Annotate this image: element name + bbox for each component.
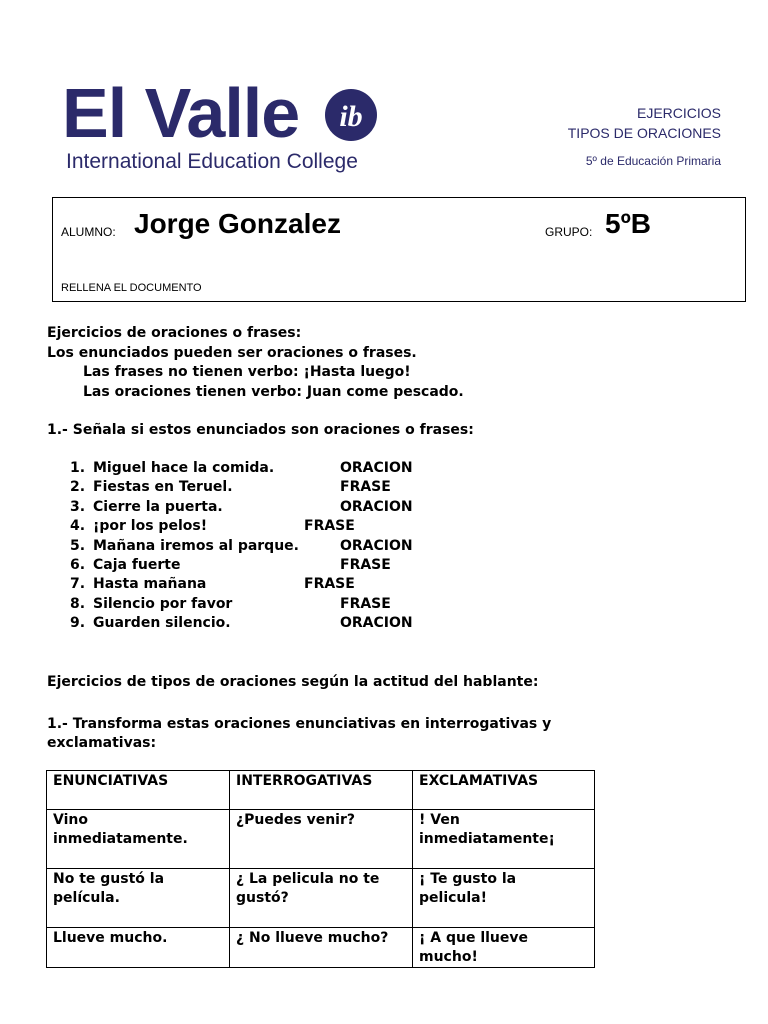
item-sentence: Fiestas en Teruel.	[93, 479, 233, 496]
table-cell[interactable]: ¡ Te gusto la pelicula!	[413, 869, 595, 928]
grupo-value[interactable]: 5ºB	[605, 208, 652, 239]
table-cell[interactable]: ¡ A que llueve mucho!	[413, 928, 595, 968]
item-answer[interactable]: FRASE	[304, 576, 355, 593]
section-2-task-line-1: 1.- Transforma estas oraciones enunciativas en interrogativas y	[47, 716, 552, 732]
instruction-text: RELLENA EL DOCUMENTO	[61, 282, 202, 294]
item-number: 8.	[70, 595, 86, 612]
item-sentence: ¡por los pelos!	[93, 518, 208, 535]
document-heading	[568, 103, 721, 169]
heading-line-2: TIPOS DE ORACIONES	[567, 125, 721, 141]
item-sentence: Hasta mañana	[93, 576, 207, 593]
item-number: 1.	[70, 460, 86, 476]
intro-line-2: Los enunciados pueden ser oraciones o frases.	[47, 345, 417, 361]
item-answer[interactable]: FRASE	[340, 556, 391, 573]
item-sentence: Caja fuerte	[93, 556, 181, 573]
student-info-box	[52, 197, 746, 302]
item-sentence: Mañana iremos al parque.	[93, 537, 299, 554]
transform-table	[46, 770, 595, 968]
intro-line-3: Las frases no tienen verbo: ¡Hasta luego!	[83, 364, 411, 380]
item-answer[interactable]: FRASE	[340, 595, 391, 612]
item-answer[interactable]: FRASE	[340, 479, 391, 496]
intro-line-1: Ejercicios de oraciones o frases:	[47, 325, 302, 341]
heading-line-1: EJERCICIOS	[636, 105, 721, 121]
item-answer[interactable]: ORACION	[340, 460, 413, 476]
table-header-row	[47, 771, 595, 810]
heading-line-3: 5º de Educación Primaria	[585, 154, 721, 168]
table-cell[interactable]: ! Ven inmediatamente¡	[413, 810, 595, 869]
exercise-1-heading: 1.- Señala si estos enunciados son oraciones o frases:	[47, 422, 474, 438]
table-cell[interactable]: ¿Puedes venir?	[230, 810, 413, 869]
item-answer[interactable]: ORACION	[340, 537, 413, 554]
section-2-task-line-2: exclamativas:	[47, 735, 157, 751]
grupo-label: GRUPO:	[545, 225, 593, 239]
item-sentence: Guarden silencio.	[93, 615, 231, 632]
alumno-label: ALUMNO:	[61, 225, 116, 239]
logo-subtitle: International Education College	[66, 150, 358, 173]
item-sentence: Silencio por favor	[93, 595, 233, 612]
alumno-name[interactable]: Jorge Gonzalez	[134, 208, 341, 239]
item-number: 9.	[70, 615, 86, 632]
item-number: 4.	[70, 518, 86, 535]
table-row	[47, 928, 595, 968]
item-number: 6.	[70, 556, 86, 573]
column-header: INTERROGATIVAS	[230, 771, 413, 810]
ib-logo-icon	[324, 88, 378, 142]
table-cell: No te gustó la película.	[47, 869, 230, 928]
table-row	[47, 869, 595, 928]
item-answer[interactable]: FRASE	[304, 518, 355, 535]
item-number: 3.	[70, 498, 86, 515]
item-answer[interactable]: ORACION	[340, 498, 413, 515]
item-number: 7.	[70, 576, 86, 593]
section-2-heading: Ejercicios de tipos de oraciones según la actitud del hablante:	[47, 674, 539, 690]
school-logo	[62, 74, 392, 178]
table-cell: Vino inmediatamente.	[47, 810, 230, 869]
column-header: ENUNCIATIVAS	[47, 771, 230, 810]
column-header: EXCLAMATIVAS	[413, 771, 595, 810]
logo-title: El Valle	[62, 74, 300, 152]
item-sentence: Miguel hace la comida.	[93, 460, 275, 476]
item-sentence: Cierre la puerta.	[93, 498, 223, 515]
table-cell[interactable]: ¿ No llueve mucho?	[230, 928, 413, 968]
item-answer[interactable]: ORACION	[340, 615, 413, 632]
table-cell[interactable]: ¿ La pelicula no te gustó?	[230, 869, 413, 928]
item-number: 5.	[70, 537, 86, 554]
svg-text:ib: ib	[339, 100, 363, 133]
intro-line-4: Las oraciones tienen verbo: Juan come pescado.	[83, 384, 464, 400]
table-cell: Llueve mucho.	[47, 928, 230, 968]
item-number: 2.	[70, 479, 86, 496]
table-row	[47, 810, 595, 869]
